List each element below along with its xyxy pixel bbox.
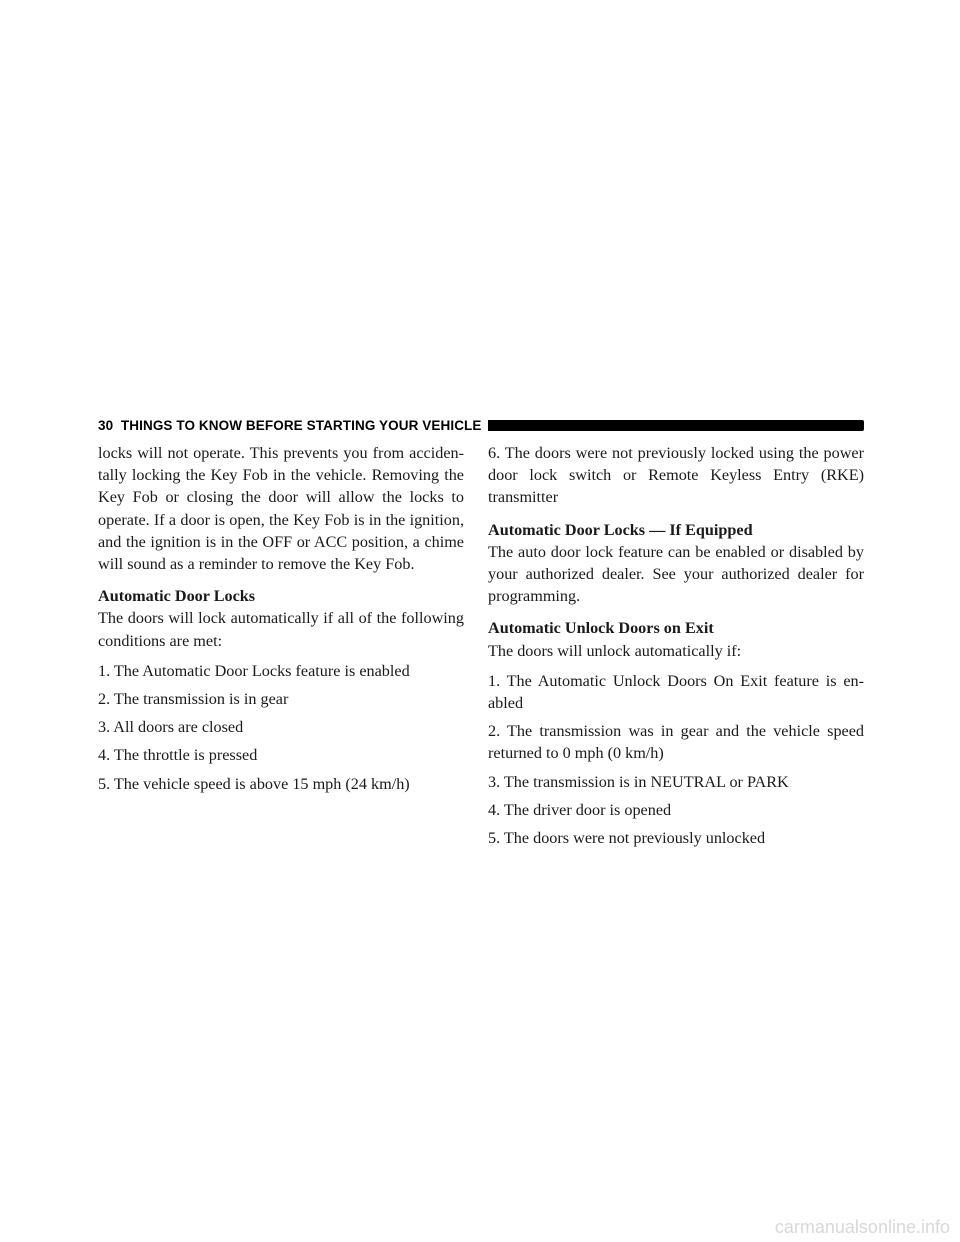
intro-paragraph: locks will not operate. This prevents you from acciden-tally locking the Key Fob in the vehicle. Removing the Key Fob or closing the door will allow the locks to operate. If a door is open, the Key Fob is in the ignition, and the ignition is in the OFF or ACC position, a chime will sound as a reminder to remove the Key Fob. xyxy=(98,444,464,574)
automatic-door-locks-text: The doors will lock automatically if all of the following conditions are met: xyxy=(98,609,464,650)
unlock-on-exit-heading: Automatic Unlock Doors on Exit xyxy=(488,619,714,638)
list-item: 2. The transmission is in gear xyxy=(98,690,289,709)
section-title: THINGS TO KNOW BEFORE STARTING YOUR VEHICLE xyxy=(120,417,482,433)
list-item-6: 6. The doors were not previously locked using the power door lock switch or Remote Keyless Entry (RKE) transmitter xyxy=(488,444,864,507)
automatic-door-locks-heading: Automatic Door Locks xyxy=(98,587,256,606)
page-number: 30 xyxy=(98,417,114,433)
list-item: 3. The transmission is in NEUTRAL or PARK xyxy=(488,772,789,791)
left-column xyxy=(98,442,464,801)
if-equipped-heading: Automatic Door Locks — If Equipped xyxy=(488,520,753,539)
right-column xyxy=(488,442,864,855)
list-item: 2. The transmission was in gear and the vehicle speed returned to 0 mph (0 km/h) xyxy=(488,722,864,763)
page-header xyxy=(98,416,864,434)
list-item: 1. The Automatic Unlock Doors On Exit feature is en-abled xyxy=(488,671,864,713)
watermark: carmanualsonline.info xyxy=(774,1217,950,1237)
list-item: 5. The vehicle speed is above 15 mph (24 km/h) xyxy=(98,774,410,793)
header-rule xyxy=(488,420,865,431)
page-header-text xyxy=(98,418,488,433)
list-item: 4. The driver door is opened xyxy=(488,800,672,819)
unlock-on-exit-text: The doors will unlock automatically if: xyxy=(488,641,742,660)
if-equipped-text: The auto door lock feature can be enabled or disabled by your authorized dealer. See your authorized dealer for programming. xyxy=(488,542,864,606)
list-item: 1. The Automatic Door Locks feature is enabled xyxy=(98,661,410,680)
list-item: 5. The doors were not previously unlocked xyxy=(488,829,766,848)
list-item: 3. All doors are closed xyxy=(98,718,244,737)
list-item: 4. The throttle is pressed xyxy=(98,746,258,765)
